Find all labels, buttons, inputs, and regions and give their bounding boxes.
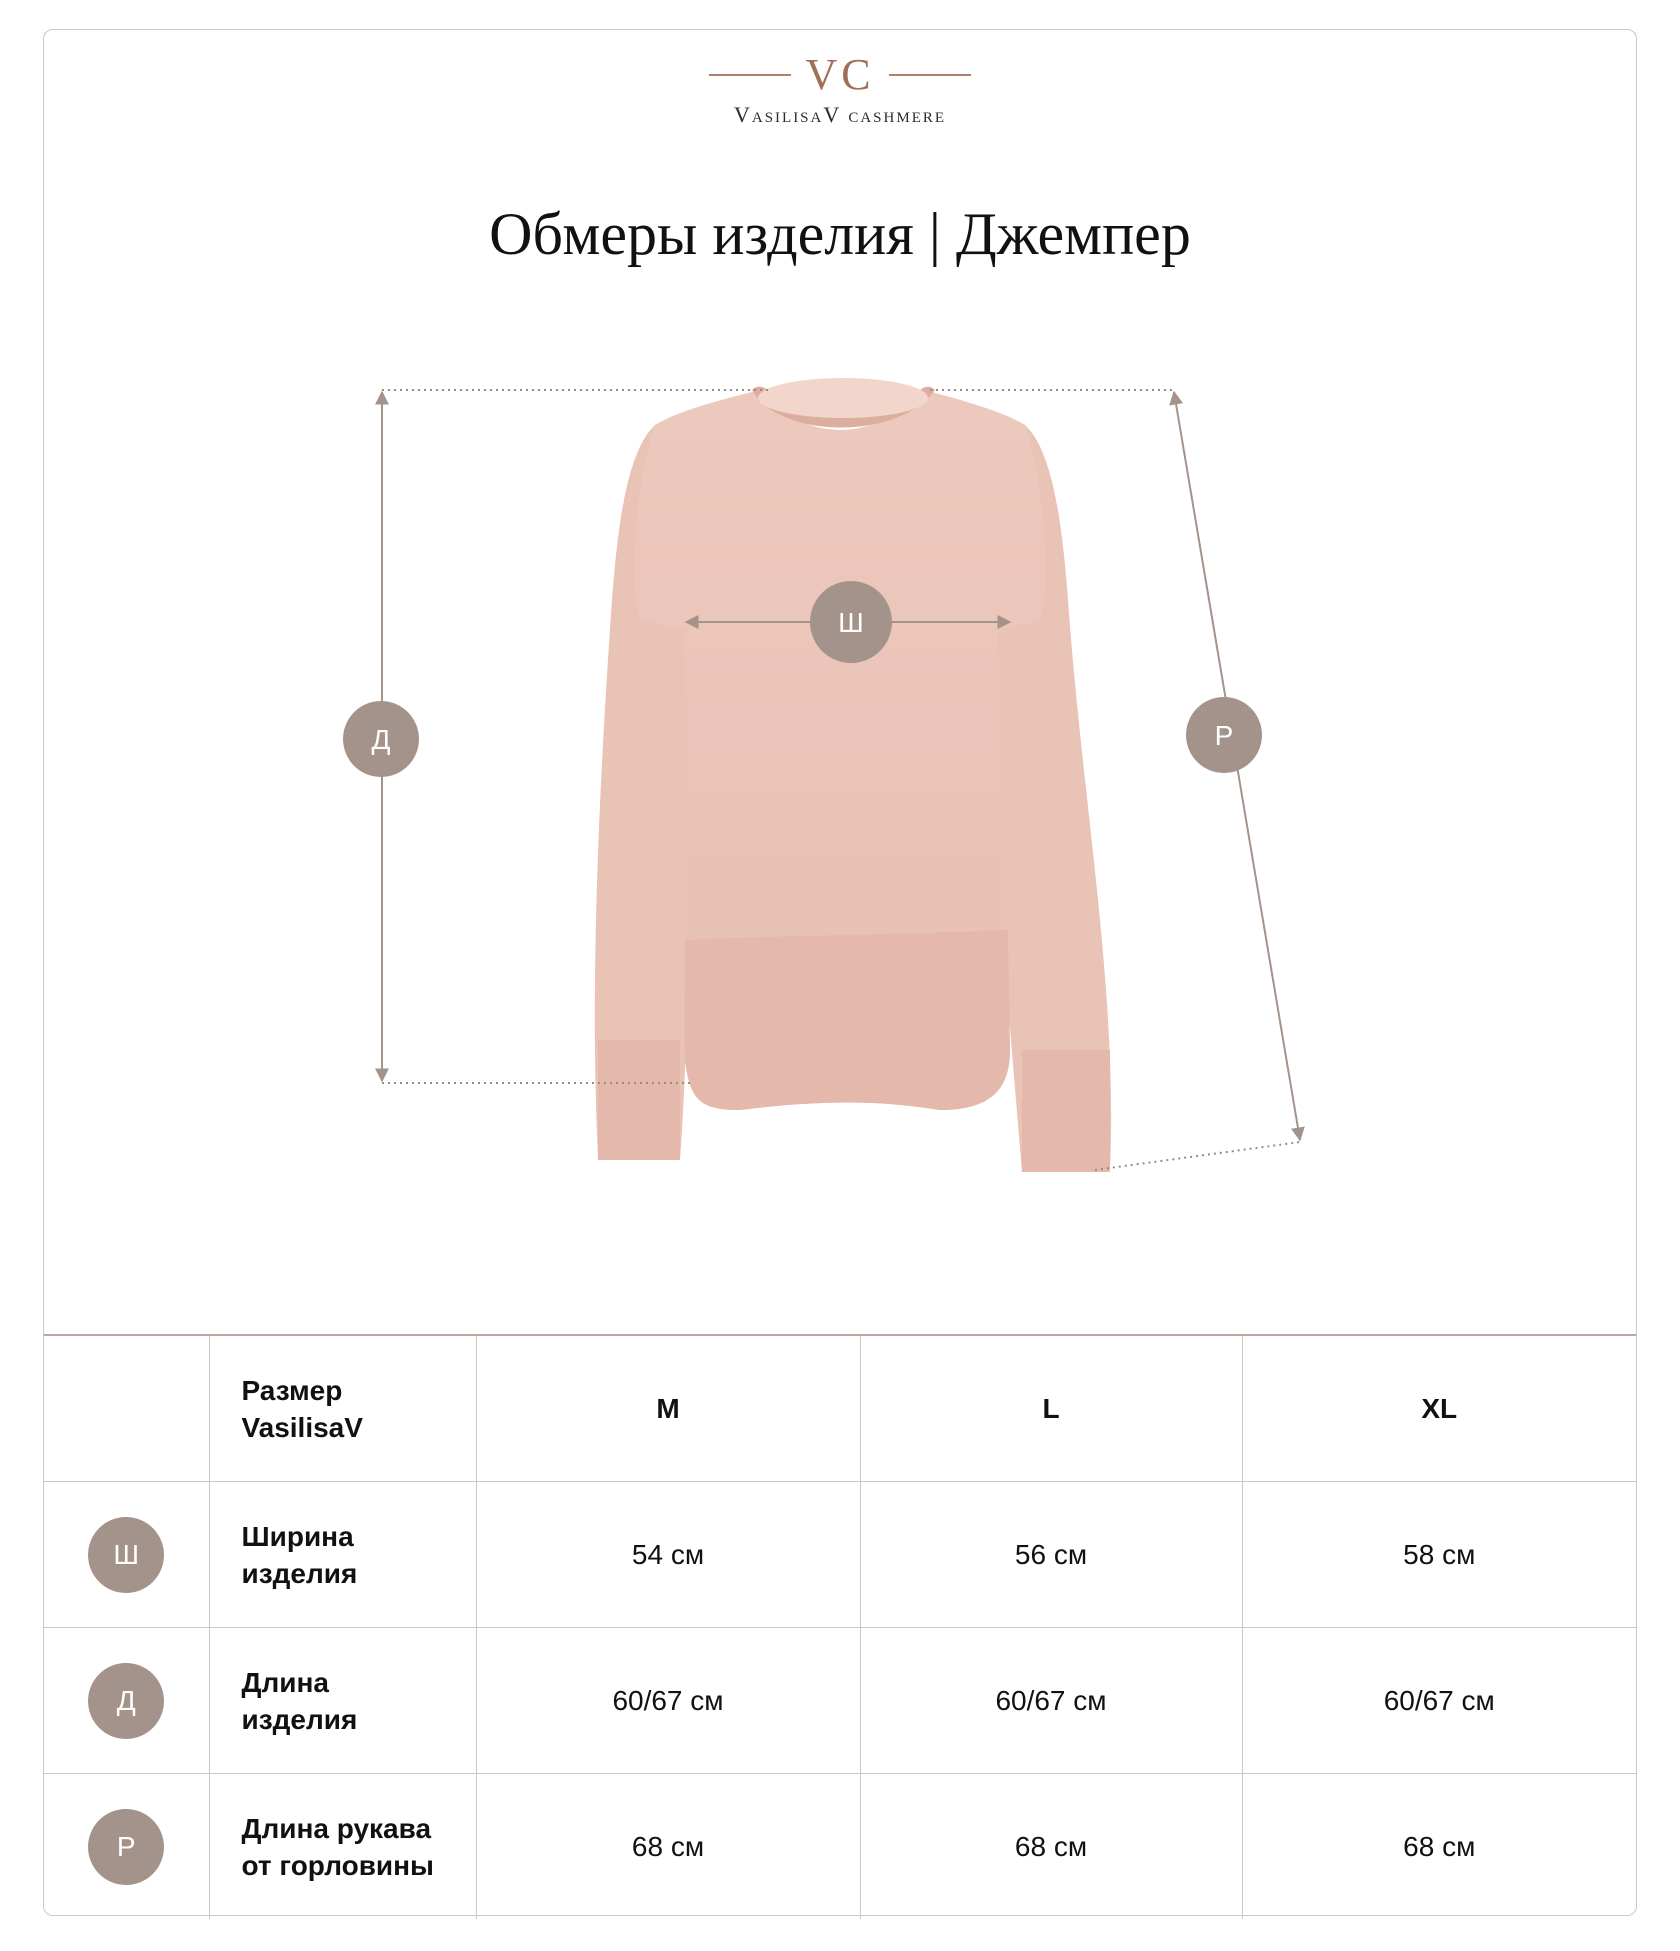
- header-label-line1: Размер: [241, 1374, 343, 1406]
- page-title: Обмеры изделия | Джемпер: [489, 201, 1191, 267]
- length-marker: [343, 701, 419, 777]
- width-badge: Ш: [88, 1517, 164, 1593]
- header-size-xl: XL: [1242, 1335, 1636, 1482]
- width-marker-label: Ш: [838, 607, 864, 638]
- value-l: 60/67 см: [860, 1628, 1242, 1774]
- row-label-line1: Длина: [241, 1666, 329, 1698]
- header-size-label: [209, 1335, 476, 1482]
- length-badge: Д: [88, 1663, 164, 1739]
- value-m: 68 см: [476, 1774, 860, 1920]
- sleeve-marker: [1186, 697, 1262, 773]
- row-label: [209, 1774, 476, 1920]
- logo-mark: VC: [805, 50, 875, 99]
- header-empty-cell: [44, 1335, 209, 1482]
- size-table: [44, 1334, 1636, 1919]
- sleeve-badge: Р: [88, 1809, 164, 1885]
- row-label-line2: изделия: [241, 1703, 358, 1735]
- value-xl: 58 см: [1242, 1482, 1636, 1628]
- row-label-line2: от горловины: [241, 1849, 434, 1881]
- right-cuff: [1022, 1050, 1110, 1172]
- table-row-length: [44, 1628, 1636, 1774]
- row-label-line1: Длина рукава: [241, 1812, 432, 1844]
- row-label-line1: Ширина: [241, 1520, 354, 1552]
- value-m: 60/67 см: [476, 1628, 860, 1774]
- row-badge-cell: [44, 1774, 209, 1920]
- value-m: 54 см: [476, 1482, 860, 1628]
- row-label: [209, 1482, 476, 1628]
- sleeve-marker-label: Р: [1214, 720, 1234, 751]
- row-badge-cell: [44, 1628, 209, 1774]
- hem-band: [685, 930, 1010, 1110]
- header-size-l: L: [860, 1335, 1242, 1482]
- length-marker-label: Д: [371, 724, 391, 755]
- guide-bottom-right: [1095, 1142, 1300, 1170]
- value-xl: 60/67 см: [1242, 1628, 1636, 1774]
- row-badge-cell: [44, 1482, 209, 1628]
- row-label: [209, 1628, 476, 1774]
- value-l: 68 см: [860, 1774, 1242, 1920]
- header-label-line2: VasilisaV: [241, 1411, 363, 1443]
- width-marker: [810, 581, 892, 663]
- value-l: 56 см: [860, 1482, 1242, 1628]
- neck-opening: [758, 378, 928, 418]
- table-row-sleeve: [44, 1774, 1636, 1920]
- left-cuff: [598, 1040, 680, 1160]
- sweater-illustration: [595, 378, 1111, 1172]
- table-row-width: [44, 1482, 1636, 1628]
- value-xl: 68 см: [1242, 1774, 1636, 1920]
- row-label-line2: изделия: [241, 1557, 358, 1589]
- header-size-m: M: [476, 1335, 860, 1482]
- table-header-row: [44, 1335, 1636, 1482]
- brand-name: VasilisaV cashmere: [733, 102, 947, 127]
